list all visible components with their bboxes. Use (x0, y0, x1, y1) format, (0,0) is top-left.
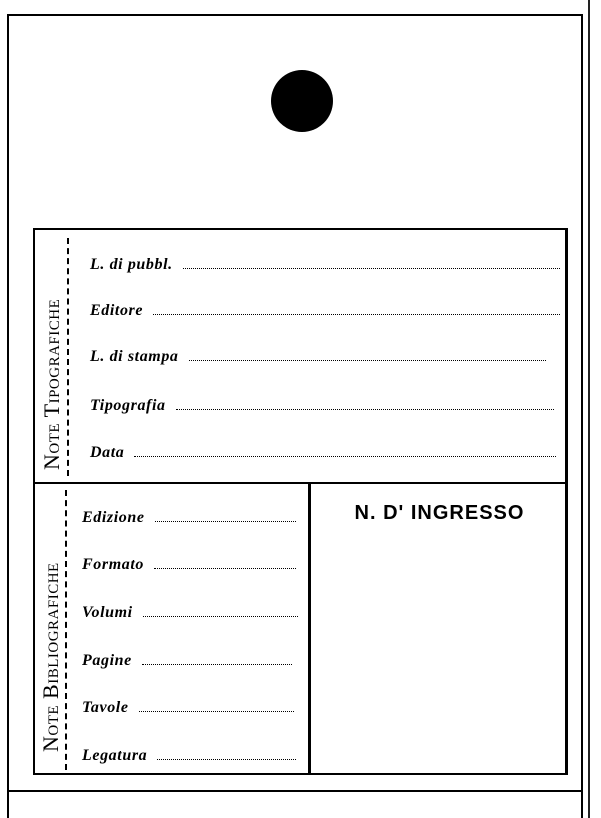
field-legatura[interactable] (82, 743, 296, 765)
field-label: Tavole (82, 699, 129, 716)
fill-line[interactable] (143, 616, 298, 617)
card-left-edge (7, 14, 9, 818)
field-label: Edizione (82, 509, 145, 526)
field-luogo-stampa[interactable] (90, 344, 546, 366)
field-tipografia[interactable] (90, 393, 554, 415)
field-tavole[interactable] (82, 695, 294, 717)
field-pagine[interactable] (82, 648, 292, 670)
field-label: Editore (90, 302, 144, 319)
fill-line[interactable] (189, 360, 546, 361)
bibliografiche-heading: Note Bibliografiche (38, 562, 63, 752)
field-label: Pagine (82, 652, 132, 669)
page-right-edge (588, 0, 590, 818)
numero-ingresso-label: N. D' INGRESSO (354, 502, 525, 524)
fill-line[interactable] (155, 521, 296, 522)
fill-line[interactable] (134, 456, 556, 457)
field-label: Legatura (82, 747, 148, 764)
field-volumi[interactable] (82, 600, 298, 622)
field-edizione[interactable] (82, 505, 296, 527)
field-label: Volumi (82, 604, 133, 621)
punch-hole (271, 70, 333, 132)
field-label: L. di pubbl. (90, 256, 173, 273)
tipografiche-separator (67, 238, 69, 476)
column-divider (308, 484, 311, 774)
fill-line[interactable] (157, 759, 296, 760)
fill-line[interactable] (142, 664, 292, 665)
field-luogo-pubblicazione[interactable] (90, 252, 560, 274)
field-editore[interactable] (90, 298, 560, 320)
tipografiche-heading: Note Tipografiche (39, 298, 64, 470)
card-right-edge (581, 14, 583, 818)
fill-line[interactable] (176, 409, 554, 410)
card-top-edge (8, 14, 582, 16)
fill-line[interactable] (153, 314, 560, 315)
field-label: L. di stampa (90, 348, 179, 365)
bibliografiche-separator (65, 490, 67, 770)
field-formato[interactable] (82, 552, 296, 574)
card-bottom-edge (8, 790, 582, 792)
fill-line[interactable] (154, 568, 296, 569)
field-label: Formato (82, 556, 144, 573)
field-label: Data (90, 444, 125, 461)
field-label: Tipografia (90, 397, 166, 414)
section-divider (34, 482, 567, 484)
field-data[interactable] (90, 440, 556, 462)
fill-line[interactable] (139, 711, 294, 712)
fill-line[interactable] (183, 268, 560, 269)
